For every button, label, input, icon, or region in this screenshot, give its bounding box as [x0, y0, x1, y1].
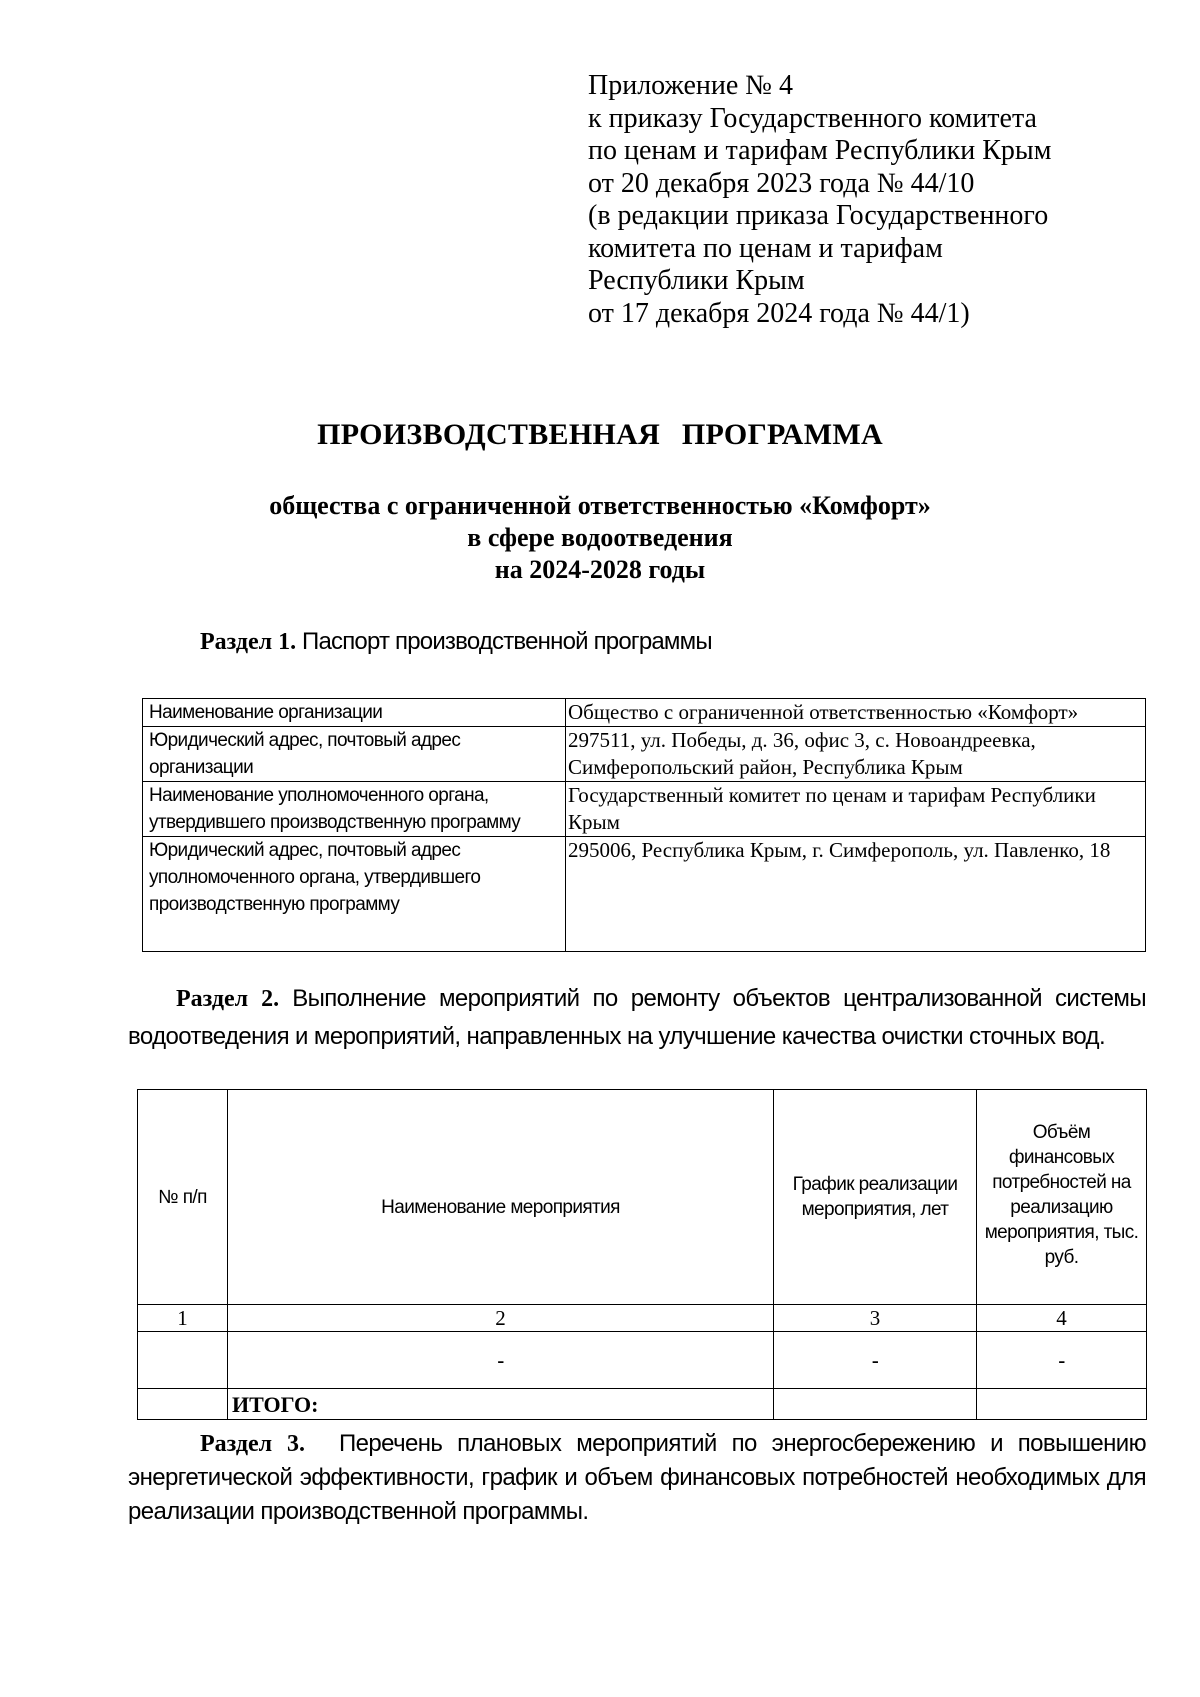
program-subtitle [0, 490, 1200, 586]
column-number: 1 [138, 1305, 228, 1332]
header-cell-schedule: График реализации мероприятия, лет [774, 1090, 977, 1305]
passport-value: 295006, Республика Крым, г. Симферополь, ул. Павленко, 18 [566, 837, 1146, 952]
subtitle-line: в сфере водоотведения [467, 523, 733, 552]
appendix-line: Приложение № 4 [588, 70, 793, 101]
column-number: 4 [977, 1305, 1147, 1332]
subtitle-line: общества с ограниченной ответственностью «Комфорт» [269, 491, 931, 520]
appendix-block [588, 70, 1148, 330]
appendix-line: от 17 декабря 2024 года № 44/1) [588, 297, 970, 329]
table-total-row [138, 1389, 1147, 1420]
passport-label: Юридический адрес, почтовый адрес уполномоченного органа, утвердившего производственную программу [143, 837, 566, 952]
column-number: 2 [228, 1305, 774, 1332]
section3-text: Перечень плановых мероприятий по энергосбережению и повышению энергетической эффективности, график и объем финансовых потребностей необходимых для реализации производственной программы. [128, 1430, 1146, 1525]
section2-paragraph [128, 980, 1146, 1055]
table-cell: - [774, 1332, 977, 1389]
measures-table [137, 1089, 1147, 1420]
header-cell-number: № п/п [138, 1090, 228, 1305]
appendix-line: по ценам и тарифам Республики Крым [588, 135, 1052, 166]
section2-text: Выполнение мероприятий по ремонту объектов централизованной системы водоотведения и мероприятий, направленных на улучшение качества очистки сточных вод. [128, 985, 1146, 1050]
passport-label: Наименование уполномоченного органа, утвердившего производственную программу [143, 782, 566, 837]
header-cell-name: Наименование мероприятия [228, 1090, 774, 1305]
section3-label: Раздел 3. [200, 1431, 305, 1457]
page-title: ПРОИЗВОДСТВЕННАЯ ПРОГРАММА [317, 418, 883, 451]
table-cell [138, 1389, 228, 1420]
table-header-row [138, 1090, 1147, 1305]
total-label: ИТОГО: [228, 1389, 774, 1420]
header-cell-financing: Объём финансовых потребностей на реализацию мероприятия, тыс. руб. [977, 1090, 1147, 1305]
table-row [143, 837, 1146, 952]
table-cell [774, 1389, 977, 1420]
passport-label: Юридический адрес, почтовый адрес организации [143, 727, 566, 782]
appendix-line: комитета по ценам и тарифам [588, 232, 943, 264]
passport-value: 297511, ул. Победы, д. 36, офис 3, с. Новоандреевка, Симферопольский район, Республика Крым [566, 727, 1146, 782]
section1-heading [200, 628, 712, 656]
table-row [138, 1332, 1147, 1389]
appendix-line: к приказу Государственного комитета [588, 102, 1037, 134]
table-numbering-row [138, 1305, 1147, 1332]
subtitle-line: на 2024-2028 годы [494, 555, 706, 584]
table-row [143, 782, 1146, 837]
table-cell: - [977, 1332, 1147, 1389]
passport-value: Государственный комитет по ценам и тарифам Республики Крым [566, 782, 1146, 837]
table-cell [138, 1332, 228, 1389]
column-number: 3 [774, 1305, 977, 1332]
section2-label: Раздел 2. [176, 986, 280, 1012]
section3-paragraph [128, 1427, 1146, 1529]
appendix-line: (в редакции приказа Государственного [588, 200, 1049, 231]
passport-table [142, 698, 1146, 952]
appendix-line: Республики Крым [588, 265, 805, 296]
section1-text: Паспорт производственной программы [302, 628, 712, 655]
table-cell: - [228, 1332, 774, 1389]
table-row [143, 699, 1146, 727]
section1-label: Раздел 1. [200, 629, 297, 655]
appendix-line: от 20 декабря 2023 года № 44/10 [588, 167, 975, 199]
passport-value: Общество с ограниченной ответственностью «Комфорт» [566, 699, 1146, 727]
passport-label: Наименование организации [143, 699, 566, 727]
table-row [143, 727, 1146, 782]
table-cell [977, 1389, 1147, 1420]
